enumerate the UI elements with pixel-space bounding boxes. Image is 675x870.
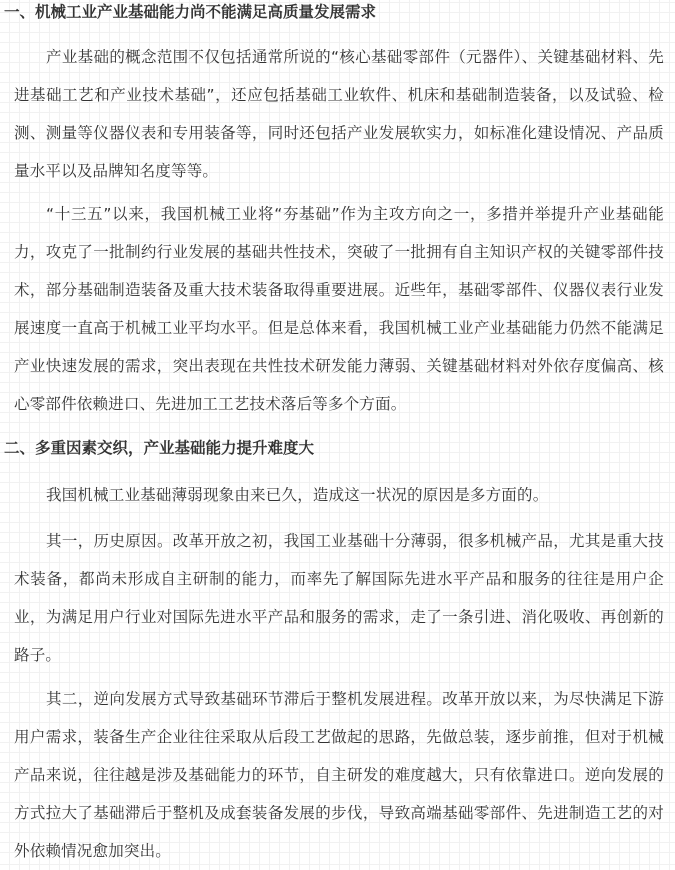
paragraph-reverse-development: 其二，逆向发展方式导致基础环节滞后于整机发展进程。改革开放以来，为尽快满足下游用户需求，装备生产企业往往采取从后段工艺做起的思路，先做总装，逐步前推，但对于机械产品来说，往往越是涉及基础能力的环节，自主研发的难度越大，只有依靠进口。逆向发展的方式拉大了基础滞后于整机及成套装备发展的步伐，导致高端基础零部件、先进制造工艺的对外依赖情况愈加突出。: [14, 690, 664, 860]
paragraph-product-base-concept: 产业基础的概念范围不仅包括通常所说的“核心基础零部件（元器件）、关键基础材料、先进基础工艺和产业技术基础”，还应包括基础工业软件、机床和基础制造装备，以及试验、检测、测量等仪器仪表和专用装备等，同时还包括产业发展软实力，如标准化建设情况、产品质量水平以及品牌知名度等等。: [14, 48, 664, 180]
paragraph-thirteenth-five-year: “十三五”以来，我国机械工业将“夯基础”作为主攻方向之一，多措并举提升产业基础能力，攻克了一批制约行业发展的基础共性技术，突破了一批拥有自主知识产权的关键零部件技术，部分基础制造装备及重大技术装备取得重要进展。近些年，基础零部件、仪器仪表行业发展速度一直高于机械工业平均水平。但是总体来看，我国机械工业产业基础能力仍然不能满足产业快速发展的需求，突出表现在共性技术研发能力薄弱、关键基础材料对外依存度偏高、核心零部件依赖进口、先进加工工艺技术落后等多个方面。: [14, 205, 664, 413]
paragraph-weak-foundation: 我国机械工业基础薄弱现象由来已久，造成这一状况的原因是多方面的。: [46, 486, 549, 504]
section-heading-2: 二、多重因素交织，产业基础能力提升难度大: [4, 439, 315, 457]
section-heading-1: 一、机械工业产业基础能力尚不能满足高质量发展需求: [4, 3, 377, 21]
paragraph-historical-reason: 其一，历史原因。改革开放之初，我国工业基础十分薄弱，很多机械产品，尤其是重大技术装备，都尚未形成自主研制的能力，而率先了解国际先进水平产品和服务的往往是用户企业，为满足用户行业对国际先进水平产品和服务的需求，走了一条引进、消化吸收、再创新的路子。: [14, 532, 664, 664]
